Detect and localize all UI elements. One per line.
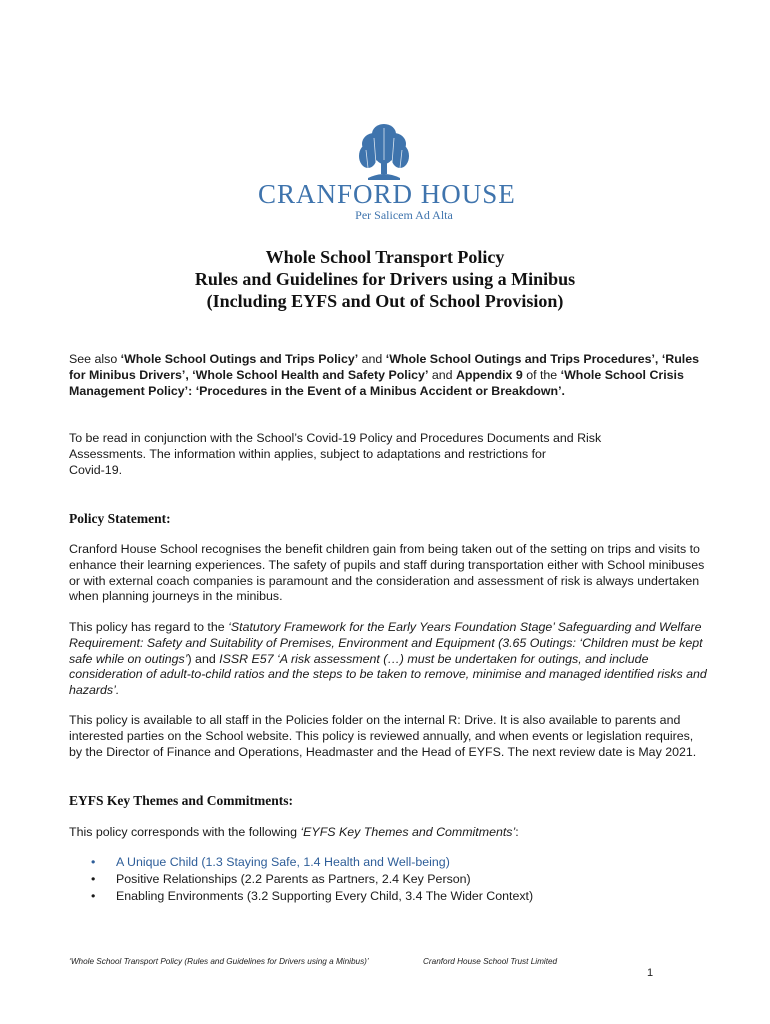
bullet-icon: •	[91, 889, 96, 903]
document-title	[0, 246, 770, 312]
see-also-paragraph: See also ‘Whole School Outings and Trips Policy’ and ‘Whole School Outings and Trips Procedures’, ‘Rules for Minibus Drivers’, ‘Whole School Health and Safety Policy’ and Appendix 9 of the ‘Whole School Crisis Management Policy’: ‘Procedures in the Event of a Minibus Accident or Breakdown’.	[69, 352, 700, 398]
logo-motto: Per Salicem Ad Alta	[355, 208, 453, 222]
title-line-2: Rules and Guidelines for Drivers using a Minibus	[194, 269, 576, 289]
title-line-1: Whole School Transport Policy	[265, 247, 505, 267]
logo-wordmark: CRANFORD HOUSE	[258, 179, 516, 209]
policy-paragraph-2: This policy has regard to the ‘Statutory Framework for the Early Years Foundation Stage’ Safeguarding and Welfare Requirement: Safety and Suitability of Premises, Environment and Equipment (3.65 Outings: ‘Children must be kept safe while on outings’) and ISSR E57 ‘A risk assessment (…) must be undertaken for outings, and include consideration of adult-to-child ratios and the steps to be taken to remove, minimise and managed identified risks and hazards’.	[69, 620, 707, 698]
policy-paragraph-3: This policy is available to all staff in the Policies folder on the internal R: Drive. It is also available to parents and interested parties on the School website. This policy is reviewed annually, and when events or legislation requires, by the Director of Finance and Operations, Headmaster and the Head of EYFS. The next review date is May 2021.	[69, 713, 697, 759]
title-line-3: (Including EYFS and Out of School Provision)	[206, 291, 564, 311]
list-item[interactable]: • A Unique Child (1.3 Staying Safe, 1.4 Health and Well-being)	[91, 855, 450, 869]
list-item: • Positive Relationships (2.2 Parents as Partners, 2.4 Key Person)	[91, 872, 471, 886]
eyfs-heading: EYFS Key Themes and Commitments:	[69, 793, 293, 808]
bullet-icon: •	[91, 872, 96, 886]
bullet-icon: •	[91, 855, 96, 869]
covid-paragraph: To be read in conjunction with the School’s Covid-19 Policy and Procedures Documents and Risk Assessments. The information within applies, subject to adaptations and restrictions for Covid-19.	[69, 431, 602, 477]
policy-paragraph-1: Cranford House School recognises the benefit children gain from being taken out of the setting on trips and visits to enhance their learning experiences. The safety of pupils and staff during transportation either with School minibuses or with external coach companies is paramount and the consideration and assessment of risk is always undertaken when planning journeys in the minibus.	[69, 542, 705, 604]
eyfs-themes-list	[69, 854, 533, 905]
footer-right: Cranford House School Trust Limited	[423, 957, 558, 966]
eyfs-intro: This policy corresponds with the following ‘EYFS Key Themes and Commitments’:	[69, 825, 519, 839]
footer-left: ‘Whole School Transport Policy (Rules and Guidelines for Drivers using a Minibus)’	[69, 957, 369, 966]
tree-crest-icon	[354, 120, 414, 182]
policy-statement-heading: Policy Statement:	[69, 511, 171, 526]
list-item: • Enabling Environments (3.2 Supporting Every Child, 3.4 The Wider Context)	[91, 889, 534, 903]
school-logo	[258, 120, 516, 222]
page-number: 1	[647, 967, 654, 979]
